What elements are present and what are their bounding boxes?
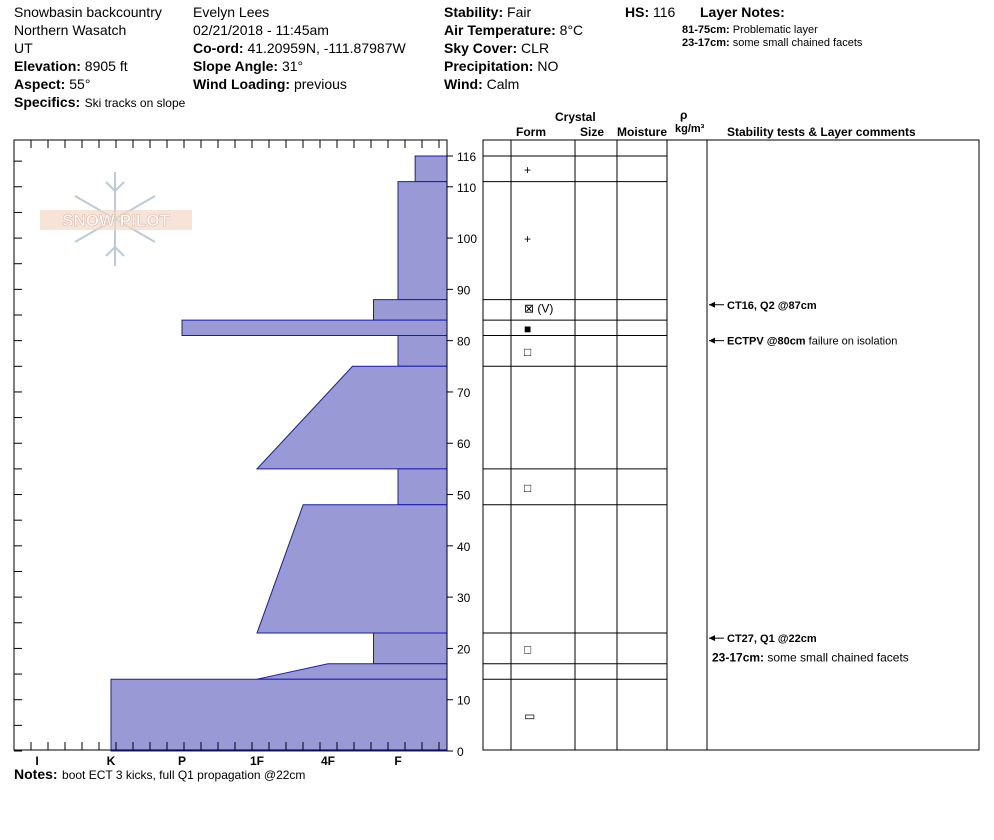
hardness-label: F bbox=[394, 754, 402, 768]
state: UT bbox=[14, 40, 33, 56]
moisture-header: Moisture bbox=[617, 125, 668, 139]
arrowhead-icon bbox=[709, 338, 715, 344]
datetime: 02/21/2018 - 11:45am bbox=[193, 22, 329, 38]
notes-text: boot ECT 3 kicks, full Q1 propagation @22cm bbox=[62, 768, 306, 782]
hardness-layer bbox=[398, 182, 447, 300]
y-tick-label: 70 bbox=[457, 385, 471, 400]
y-tick-label: 90 bbox=[457, 283, 471, 298]
y-tick-label: 50 bbox=[457, 488, 471, 503]
layer-note-range: 23-17cm: bbox=[682, 37, 730, 49]
stability-test-label bbox=[727, 300, 817, 312]
layer-comment bbox=[712, 651, 909, 665]
hs-value: 116 bbox=[653, 4, 676, 20]
hardness-layer bbox=[415, 156, 447, 182]
layer-comment-text: some small chained facets bbox=[767, 650, 909, 665]
aspect-label: Aspect: bbox=[14, 76, 66, 92]
hardness-layer bbox=[374, 300, 448, 321]
precip-label: Precipitation: bbox=[444, 58, 534, 74]
rho-header: ρ bbox=[680, 108, 688, 122]
slope-label: Slope Angle: bbox=[193, 58, 279, 74]
air-temp-label: Air Temperature: bbox=[444, 22, 556, 38]
hardness-layer bbox=[398, 336, 447, 367]
hardness-layer bbox=[111, 679, 447, 751]
hardness-layer bbox=[257, 505, 447, 633]
crystal-form-symbol: □ bbox=[524, 642, 532, 657]
precip-value: NO bbox=[537, 58, 559, 74]
stability-value: Fair bbox=[507, 4, 532, 20]
sky-cover-label: Sky Cover: bbox=[444, 40, 518, 56]
layer-note-text: some small chained facets bbox=[732, 37, 863, 49]
slope-value: 31° bbox=[281, 58, 304, 74]
stability-test-comment: failure on isolation bbox=[805, 335, 898, 348]
hardness-layer bbox=[257, 664, 447, 679]
coord-value: 41.20959N, -111.87987W bbox=[247, 40, 406, 56]
crystal-form-symbol: □ bbox=[524, 480, 532, 495]
elevation-label: Elevation: bbox=[14, 58, 81, 74]
coord-label: Co-ord: bbox=[193, 40, 244, 56]
hs-label: HS: bbox=[625, 4, 650, 20]
specifics-value: Ski tracks on slope bbox=[84, 96, 186, 110]
hardness-layer bbox=[182, 320, 447, 335]
hardness-layer bbox=[398, 469, 447, 505]
layer-comment-range: 23-17cm: bbox=[712, 650, 768, 665]
wind-label: Wind: bbox=[444, 76, 483, 92]
notes-row bbox=[14, 765, 305, 784]
wind-loading-value: previous bbox=[293, 76, 347, 92]
layer-notes-label: Layer Notes: bbox=[700, 4, 785, 20]
arrowhead-icon bbox=[709, 302, 715, 308]
crystal-form-symbol: □ bbox=[524, 344, 532, 359]
crystal-form-symbol: ⊠ (V) bbox=[524, 301, 554, 316]
hardness-label: I bbox=[35, 754, 39, 768]
crystal-form-symbol: + bbox=[524, 232, 532, 247]
layer-note-range: 81-75cm: bbox=[682, 24, 730, 36]
observer: Evelyn Lees bbox=[193, 4, 270, 20]
hardness-label: K bbox=[106, 754, 116, 768]
stability-test-result: CT27, Q1 @22cm bbox=[727, 633, 817, 646]
stability-test-result: CT16, Q2 @87cm bbox=[727, 299, 817, 312]
stability-test-result: ECTPV @80cm bbox=[727, 335, 806, 348]
aspect-value: 55° bbox=[69, 76, 91, 92]
hardness-label: P bbox=[177, 754, 187, 768]
crystal-form-symbol: ■ bbox=[524, 321, 532, 336]
stability-label: Stability: bbox=[444, 4, 504, 20]
stability-test-label bbox=[727, 633, 817, 645]
y-tick-label: 20 bbox=[457, 642, 471, 657]
arrowhead-icon bbox=[709, 635, 715, 641]
density-unit-header: kg/m³ bbox=[675, 123, 705, 135]
y-tick-label: 30 bbox=[457, 591, 471, 606]
crystal-form-symbol: + bbox=[524, 162, 532, 177]
notes-label: Notes: bbox=[14, 766, 58, 782]
location: Snowbasin backcountry bbox=[14, 4, 162, 20]
snowpilot-logo bbox=[40, 172, 192, 266]
mountain-range: Northern Wasatch bbox=[14, 22, 127, 38]
logo-text: SNOW PILOT bbox=[62, 211, 170, 230]
stability-comments-header: Stability tests & Layer comments bbox=[727, 125, 916, 139]
wind-value: Calm bbox=[486, 76, 520, 92]
y-tick-label: 116 bbox=[457, 150, 477, 164]
form-header: Form bbox=[516, 125, 546, 139]
y-tick-label: 100 bbox=[457, 232, 478, 247]
sky-cover-value: CLR bbox=[521, 40, 550, 56]
y-tick-label: 60 bbox=[457, 437, 471, 452]
size-header: Size bbox=[580, 125, 605, 139]
y-tick-label: 80 bbox=[457, 334, 471, 349]
y-tick-label: 40 bbox=[457, 539, 471, 554]
hardness-label: 1F bbox=[249, 754, 265, 768]
wind-loading-label: Wind Loading: bbox=[193, 76, 291, 92]
crystal-header: Crystal bbox=[555, 110, 596, 124]
y-tick-label: 0 bbox=[457, 745, 464, 759]
stability-test-label bbox=[727, 336, 897, 348]
layer-note-text: Problematic layer bbox=[732, 24, 818, 36]
air-temp-value: 8°C bbox=[559, 22, 584, 38]
hardness-label: 4F bbox=[320, 754, 336, 768]
y-tick-label: 110 bbox=[457, 180, 477, 195]
crystal-form-symbol: ▭ bbox=[524, 709, 536, 724]
hardness-layer bbox=[257, 366, 447, 469]
hardness-layer bbox=[374, 633, 448, 664]
elevation-value: 8905 ft bbox=[84, 58, 128, 74]
y-tick-label: 10 bbox=[457, 693, 471, 708]
specifics-label: Specifics: bbox=[14, 94, 81, 110]
